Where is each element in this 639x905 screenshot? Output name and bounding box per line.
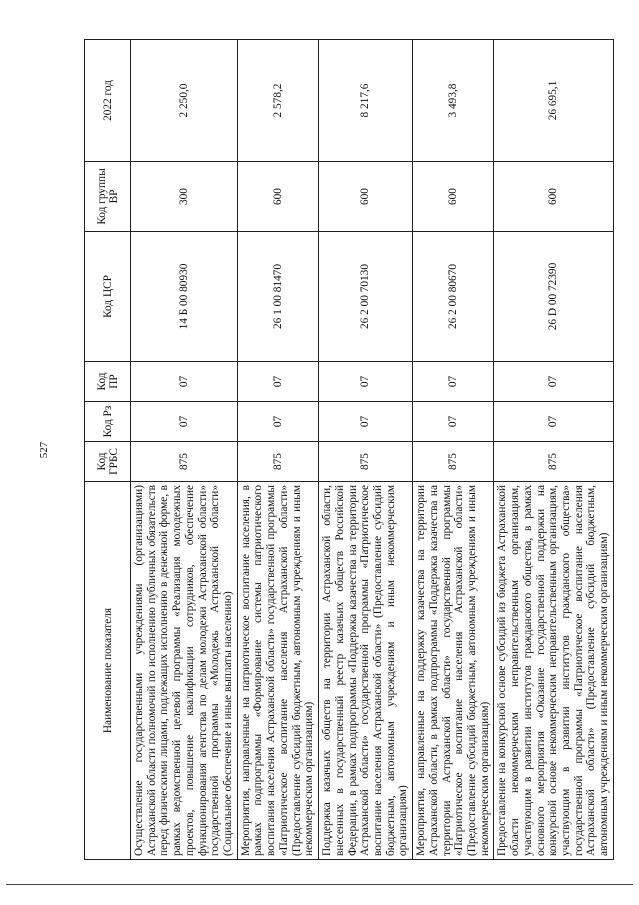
row-sum: 2 250,0	[131, 40, 238, 162]
row-csr: 26 2 00 80670	[413, 232, 494, 362]
row-sum: 26 695,1	[494, 40, 614, 162]
header-csr: Код ЦСР	[85, 232, 131, 362]
row-sum: 3 493,8	[413, 40, 494, 162]
row-csr: 26 1 00 81470	[237, 232, 318, 362]
row-name: Осуществление государственными учреждениями (организациями) Астраханской области полномочий по исполнению публичных обязательств перед физическими лицами, подлежащих исполнению в денежной форме, в рамках ведомственной целевой программы «Реализация молодежных проектов, повышение квалификации сотрудников, обеспечение функционирования агентства по делам молодежи Астраханской области» государственной программы «Молодежь Астраханской области» (Социальное обеспечение и иные выплаты населению)	[131, 482, 238, 860]
rotated-table-container	[84, 40, 614, 860]
row-name: Поддержка казачьих обществ на территории Астраханской области, внесенных в государственный реестр казачьих обществ Российской Федерации, в рамках подпрограммы «Поддержка казачества на территории Астраханской области» государственной программы «Патриотическое воспитание населения Астраханской области» (Предоставление субсидий бюджетным, автономным учреждениям и иным некоммерческим организациям)	[319, 482, 413, 860]
row-vr: 300	[131, 162, 238, 232]
table-row	[494, 40, 614, 860]
table-row	[131, 40, 238, 860]
row-grbs: 875	[131, 442, 238, 482]
row-vr: 600	[319, 162, 413, 232]
row-pr: 07	[319, 362, 413, 402]
row-name: Мероприятия, направленные на патриотическое воспитание населения, в рамках подпрограммы «Формирование системы патриотического воспитания населения Астраханской области» государственной программы «Патриотическое воспитание населения Астраханской области» (Предоставление субсидий бюджетным, автономным учреждениям и иным некоммерческим организациям)	[237, 482, 318, 860]
row-rz: 07	[131, 402, 238, 442]
table-header-row	[85, 40, 131, 860]
header-pr: Код ПР	[85, 362, 131, 402]
row-pr: 07	[494, 362, 614, 402]
budget-table	[84, 39, 614, 860]
row-rz: 07	[494, 402, 614, 442]
row-rz: 07	[237, 402, 318, 442]
header-vr: Код группы ВР	[85, 162, 131, 232]
row-vr: 600	[237, 162, 318, 232]
header-rz: Код Рз	[85, 402, 131, 442]
row-csr: 26 2 00 70130	[319, 232, 413, 362]
row-sum: 8 217,6	[319, 40, 413, 162]
row-rz: 07	[319, 402, 413, 442]
row-grbs: 875	[413, 442, 494, 482]
row-sum: 2 578,2	[237, 40, 318, 162]
page-number: 527	[38, 441, 50, 459]
row-name: Мероприятия, направленные на поддержку казачества на территории Астраханской области, в рамках подпрограммы «Поддержка казачества на территории Астраханской области» государственной программы «Патриотическое воспитание населения Астраханской области» (Предоставление субсидий бюджетным, автономным учреждениям и иным некоммерческим организациям)	[413, 482, 494, 860]
row-pr: 07	[131, 362, 238, 402]
table-row	[413, 40, 494, 860]
header-name: Наименование показателя	[85, 482, 131, 860]
row-vr: 600	[494, 162, 614, 232]
row-grbs: 875	[237, 442, 318, 482]
row-grbs: 875	[494, 442, 614, 482]
row-pr: 07	[413, 362, 494, 402]
table-row	[319, 40, 413, 860]
row-name: Предоставление на конкурсной основе субсидий из бюджета Астраханской области некоммерческим неправительственным организациям, участвующим в развитии институтов гражданского общества, в рамках основного мероприятия «Оказание государственной поддержки на конкурсной основе некоммерческим неправительственным организациям, участвующим в развитии институтов гражданского общества» государственной программы «Патриотическое воспитание населения Астраханской области» (Предоставление субсидий бюджетным, автономным учреждениям и иным некоммерческим организациям)	[494, 482, 614, 860]
row-vr: 600	[413, 162, 494, 232]
table-row	[237, 40, 318, 860]
bottom-rule	[6, 884, 633, 885]
row-csr: 26 D 00 72390	[494, 232, 614, 362]
row-rz: 07	[413, 402, 494, 442]
row-pr: 07	[237, 362, 318, 402]
header-year: 2022 год	[85, 40, 131, 162]
header-grbs: Код ГРБС	[85, 442, 131, 482]
row-grbs: 875	[319, 442, 413, 482]
row-csr: 14 Б 00 80930	[131, 232, 238, 362]
